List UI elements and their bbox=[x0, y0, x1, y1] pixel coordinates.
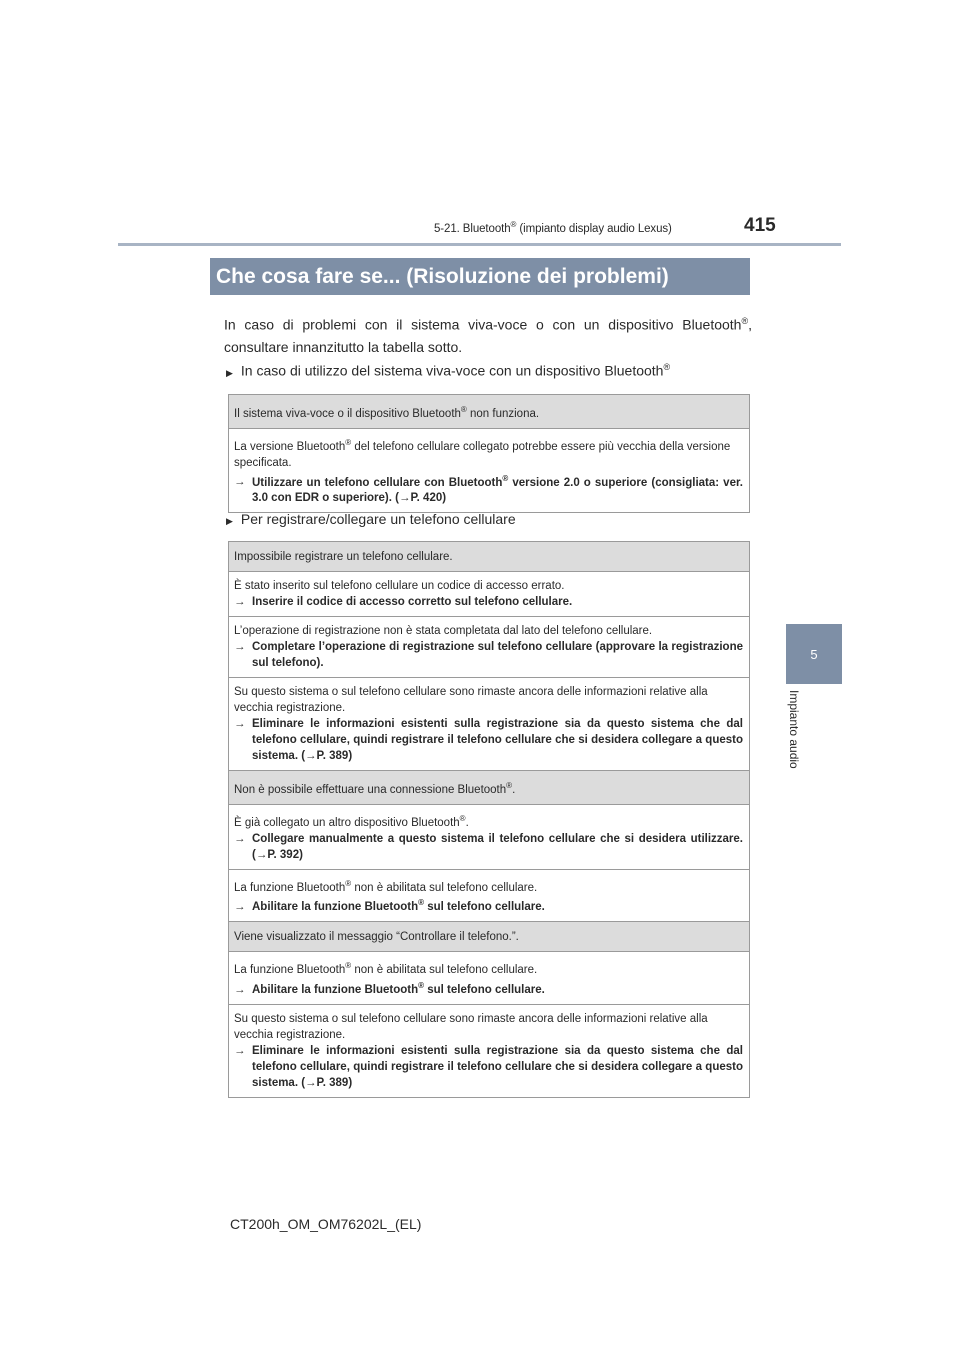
remedy-text: → Eliminare le informazioni esistenti sulla registrazione sia da questo sistema che dal telefono cellulare, quindi registrare il telefono cellulare che si desidera collegare a questo sistema. (→P. 389) bbox=[234, 718, 743, 762]
table-header-row: Viene visualizzato il messaggio “Controllare il telefono.”. bbox=[229, 922, 750, 952]
remedy-text: → Abilitare la funzione Bluetooth® sul telefono cellulare. bbox=[234, 981, 545, 996]
document-code: CT200h_OM_OM76202L_(EL) bbox=[230, 1216, 422, 1232]
arrow-icon: → bbox=[234, 476, 246, 489]
table-row bbox=[229, 804, 750, 869]
page-number: 415 bbox=[744, 215, 776, 236]
table-row bbox=[229, 952, 750, 1005]
table-row bbox=[229, 428, 750, 513]
arrow-icon: → bbox=[234, 718, 246, 730]
cause-text: La funzione Bluetooth® non è abilitata sul telefono cellulare. bbox=[234, 961, 538, 977]
arrow-icon: → bbox=[234, 641, 246, 653]
remedy-text: → Inserire il codice di accesso corretto sul telefono cellulare. bbox=[234, 596, 573, 608]
handsfree-trouble-table bbox=[228, 394, 750, 513]
chapter-label: Impianto audio bbox=[787, 690, 801, 769]
table-row bbox=[229, 617, 750, 678]
subsection-register: ▶ Per registrare/collegare un telefono cellulare bbox=[226, 511, 516, 527]
intro-paragraph: In caso di problemi con il sistema viva-voce o con un dispositivo Bluetooth®, consultare innanzitutto la tabella sotto. bbox=[224, 316, 752, 355]
table-row bbox=[229, 869, 750, 922]
cause-text: È stato inserito sul telefono cellulare un codice di accesso errato. bbox=[234, 580, 565, 592]
triangle-bullet-icon: ▶ bbox=[226, 367, 233, 378]
registered-mark: ® bbox=[510, 220, 517, 229]
cause-text: È già collegato un altro dispositivo Bluetooth®. bbox=[234, 813, 469, 829]
arrow-icon: → bbox=[234, 901, 246, 914]
cause-text: La versione Bluetooth® del telefono cellulare collegato potrebbe essere più vecchia della versione specificata. bbox=[234, 437, 731, 469]
remedy-text: → Eliminare le informazioni esistenti sulla registrazione sia da questo sistema che dal telefono cellulare, quindi registrare il telefono cellulare che si desidera collegare a questo sistema. (→P. 389) bbox=[234, 1044, 743, 1089]
table-row bbox=[229, 572, 750, 617]
arrow-icon: → bbox=[234, 832, 246, 845]
chapter-tab: 5 bbox=[786, 624, 842, 684]
header-rule bbox=[118, 243, 841, 246]
cause-text: La funzione Bluetooth® non è abilitata sul telefono cellulare. bbox=[234, 878, 538, 894]
arrow-icon: → bbox=[234, 596, 246, 608]
arrow-icon: → bbox=[234, 1044, 246, 1057]
subsection-handsfree: ▶ In caso di utilizzo del sistema viva-voce con un dispositivo Bluetooth® bbox=[226, 362, 671, 379]
register-trouble-table bbox=[228, 541, 750, 1098]
table-row bbox=[229, 1004, 750, 1097]
table-header-row: Il sistema viva-voce o il dispositivo Bluetooth® non funziona. bbox=[229, 395, 750, 429]
remedy-text: → Completare l’operazione di registrazione sul telefono cellulare (approvare la registrazione sul telefono). bbox=[234, 641, 743, 669]
cause-text: L’operazione di registrazione non è stata completata dal lato del telefono cellulare. bbox=[234, 625, 653, 637]
triangle-bullet-icon: ▶ bbox=[226, 516, 233, 526]
section-banner: Che cosa fare se... (Risoluzione dei problemi) bbox=[210, 258, 750, 295]
cause-text: Su questo sistema o sul telefono cellulare sono rimaste ancora delle informazioni relative alla vecchia registrazione. bbox=[234, 686, 708, 714]
remedy-text: → Collegare manualmente a questo sistema il telefono cellulare che si desidera utilizzare. (→P. 392) bbox=[234, 832, 743, 861]
remedy-text: → Utilizzare un telefono cellulare con Bluetooth® versione 2.0 o superiore (consigliata: ver. 3.0 con EDR o superiore). (→P. 420) bbox=[234, 473, 744, 505]
table-header-row: Impossibile registrare un telefono cellulare. bbox=[229, 542, 750, 572]
running-header: 5-21. Bluetooth® (impianto display audio Lexus) bbox=[434, 220, 672, 235]
arrow-icon: → bbox=[234, 983, 246, 996]
table-row bbox=[229, 678, 750, 771]
remedy-text: → Abilitare la funzione Bluetooth® sul telefono cellulare. bbox=[234, 898, 545, 914]
table-header-row: Non è possibile effettuare una connessione Bluetooth®. bbox=[229, 771, 750, 805]
cause-text: Su questo sistema o sul telefono cellulare sono rimaste ancora delle informazioni relative alla vecchia registrazione. bbox=[234, 1012, 708, 1041]
